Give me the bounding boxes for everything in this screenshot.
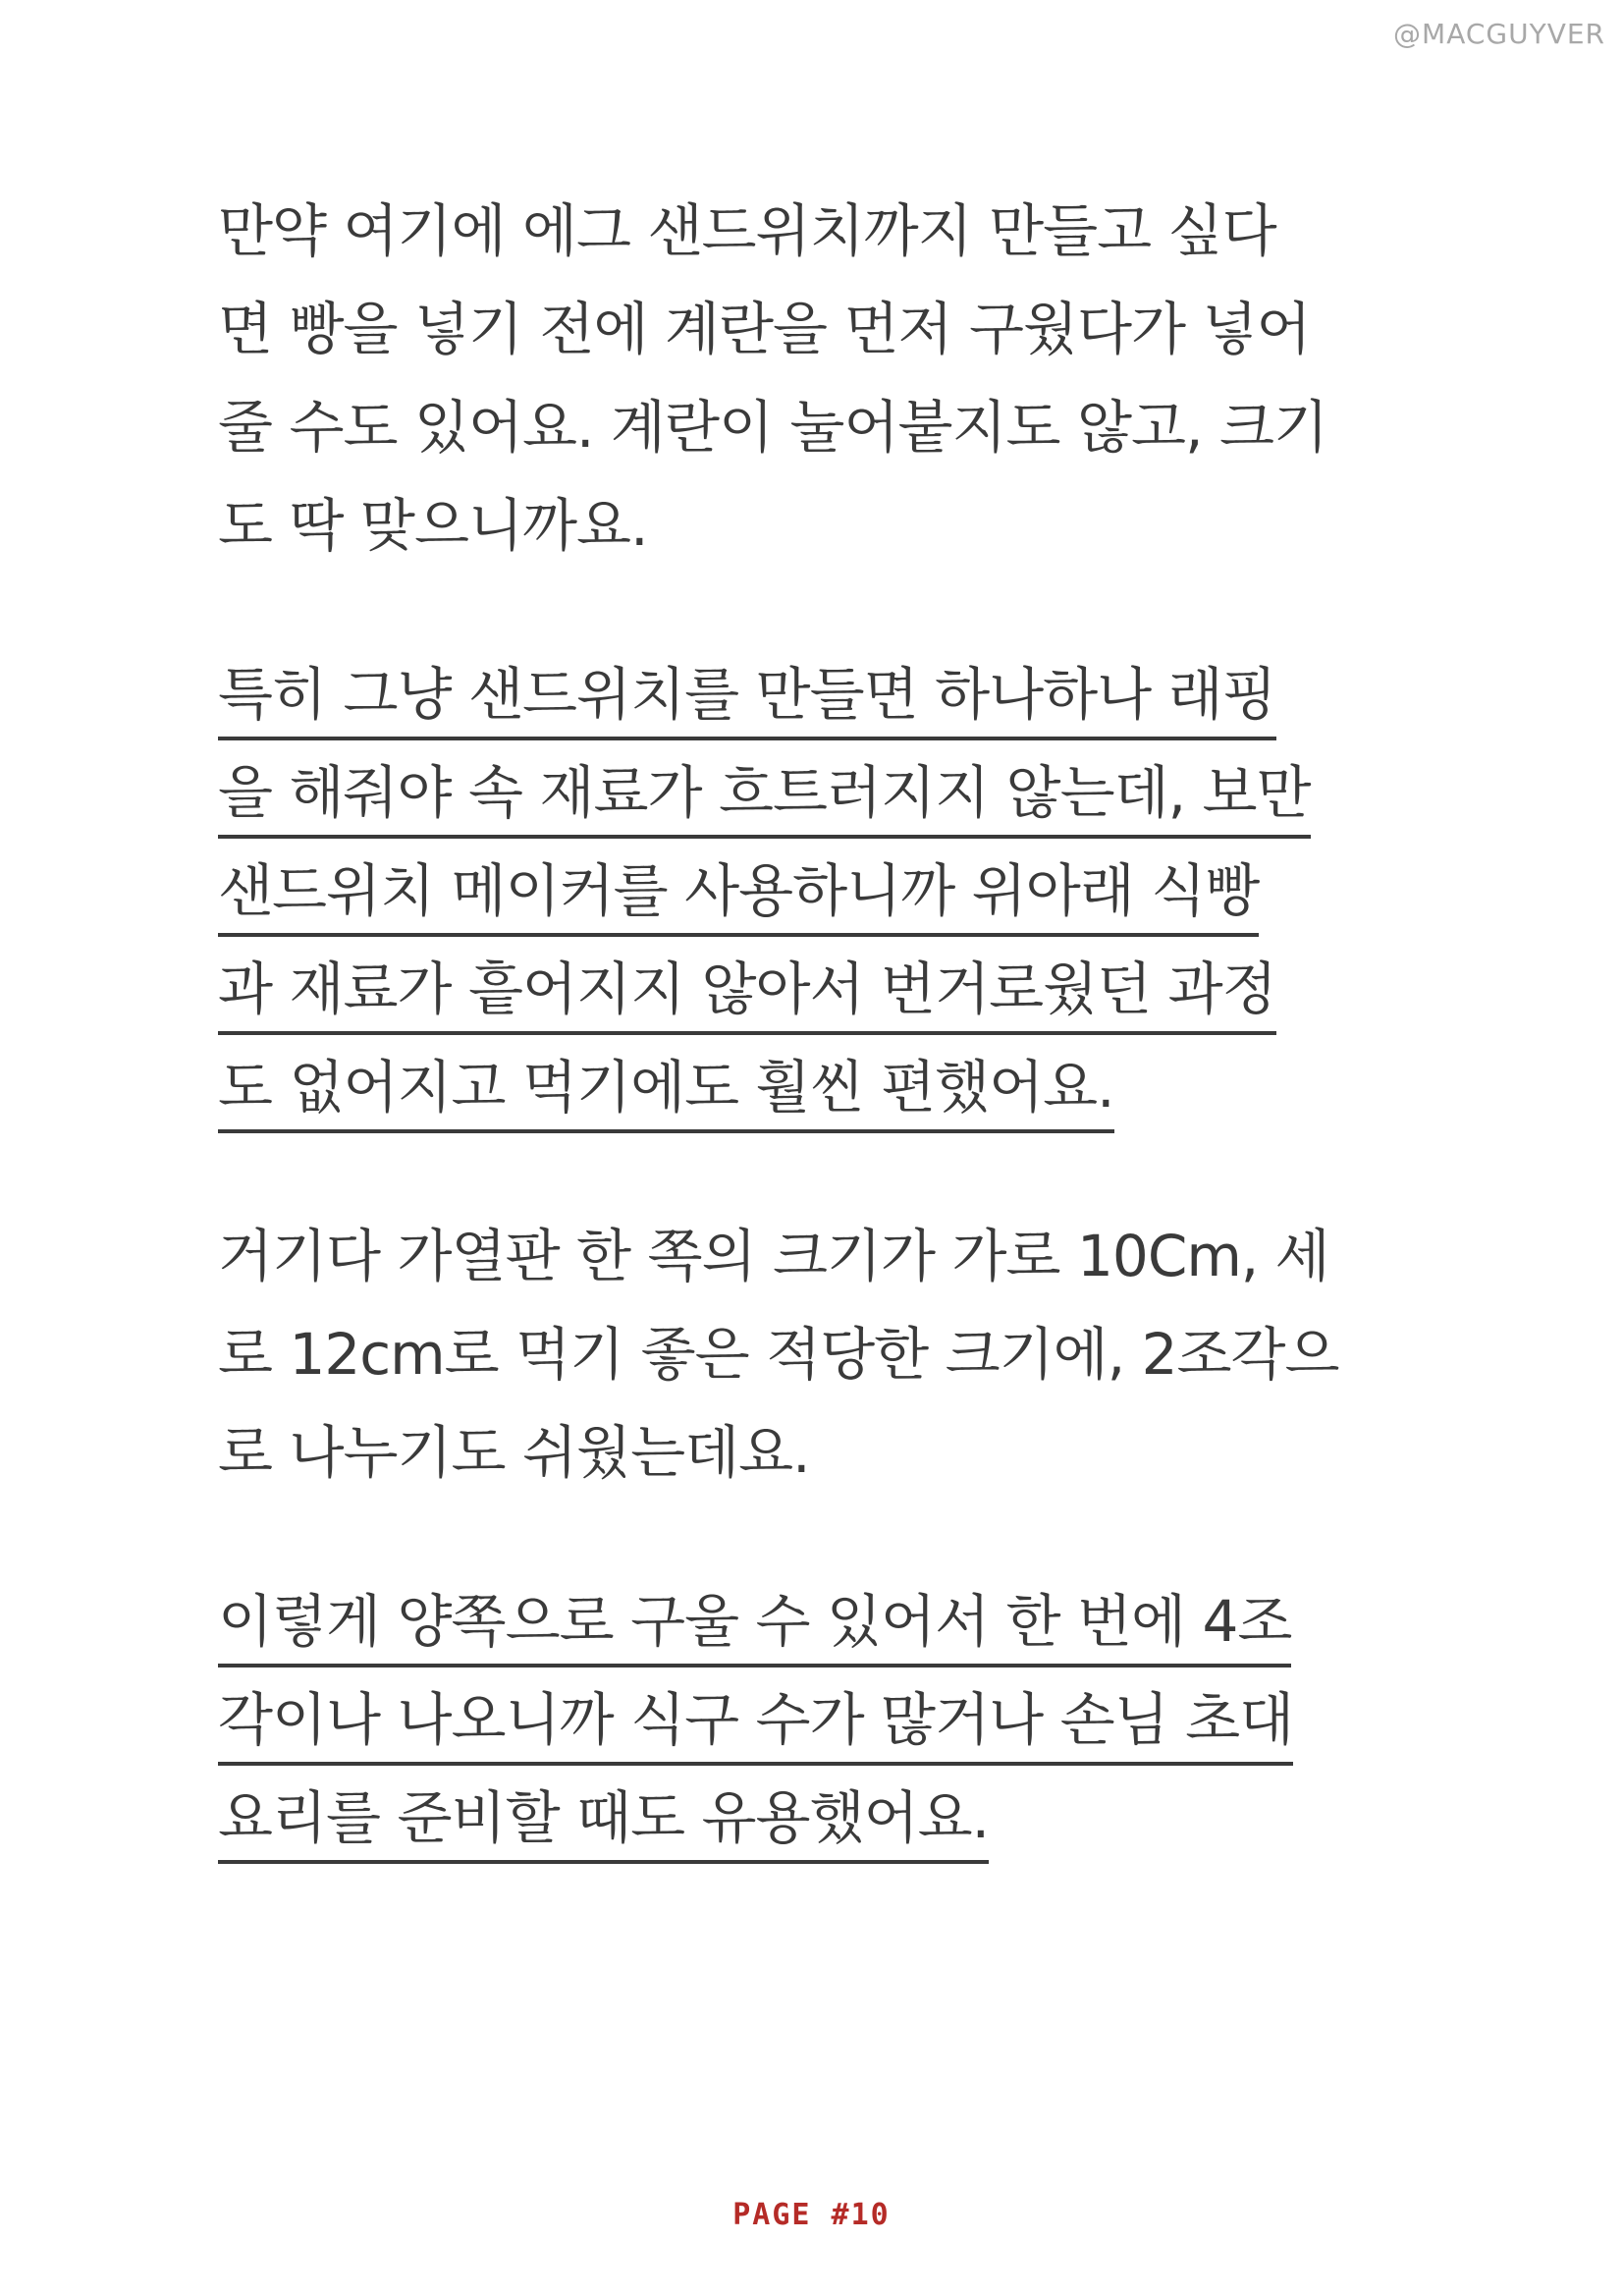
- text-line: 줄 수도 있어요. 계란이 눌어붙지도 않고, 크기: [218, 394, 1327, 461]
- underlined-text-line: 각이나 나오니까 식구 수가 많거나 손님 초대: [218, 1690, 1455, 1749]
- underlined-text-line: 샌드위치 메이커를 사용하니까 위아래 식빵: [218, 861, 1455, 920]
- underlined-text-line: 을 해줘야 속 재료가 흐트러지지 않는데, 보만: [218, 763, 1455, 822]
- text-line: 로 나누기도 쉬웠는데요.: [218, 1419, 810, 1486]
- text-line: 면 빵을 넣기 전에 계란을 먼저 구웠다가 넣어: [218, 296, 1311, 362]
- underlined-text-line: 과 재료가 흩어지지 않아서 번거로웠던 과정: [218, 959, 1455, 1018]
- paragraph-wrapping-underlined: [218, 661, 1455, 1121]
- underlined-text-line: 도 없어지고 먹기에도 훨씬 편했어요.: [218, 1058, 1455, 1117]
- underlined-text-line: 요리를 준비할 때도 유용했어요.: [218, 1788, 1455, 1847]
- watermark-handle: @MACGUYVER: [1393, 18, 1605, 50]
- text-line: 도 딱 맞으니까요.: [218, 492, 648, 559]
- underlined-text-line: 이렇게 양쪽으로 구울 수 있어서 한 번에 4조: [218, 1592, 1455, 1651]
- text-line: 로 12cm로 먹기 좋은 적당한 크기에, 2조각으: [218, 1321, 1339, 1388]
- page-number-label: PAGE #10: [732, 2198, 891, 2232]
- paragraph-plate-size: [218, 1223, 1455, 1486]
- text-line: 만약 여기에 에그 샌드위치까지 만들고 싶다: [218, 197, 1276, 264]
- text-line: 거기다 가열판 한 쪽의 크기가 가로 10Cm, 세: [218, 1223, 1329, 1289]
- paragraph-egg-sandwich: [218, 197, 1455, 559]
- underlined-text-line: 특히 그냥 샌드위치를 만들면 하나하나 래핑: [218, 665, 1455, 724]
- paragraph-four-pieces-underlined: [218, 1588, 1455, 1851]
- page-body: [218, 197, 1455, 1957]
